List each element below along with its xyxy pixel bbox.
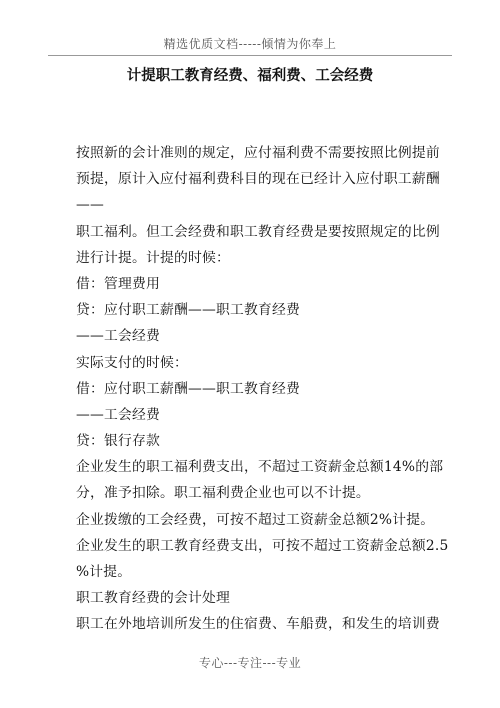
body-line: 企业拨缴的工会经费，可按不超过工资薪金总额2%计提。	[76, 511, 435, 528]
header-divider	[48, 55, 452, 56]
body-line: 职工教育经费的会计处理	[76, 590, 230, 607]
body-line: %计提。	[76, 564, 132, 580]
page-header: 精选优质文档-----倾情为你奉上	[163, 37, 337, 51]
body-line: 企业发生的职工福利费支出，不超过工资薪金总额14%的部	[76, 459, 444, 476]
body-line: ——工会经费	[76, 406, 160, 423]
body-line: 实际支付的时候：	[76, 354, 188, 371]
body-line: 借：应付职工薪酬——职工教育经费	[76, 380, 300, 397]
body-line: 按照新的会计准则的规定，应付福利费不需要按照比例提前	[76, 145, 440, 161]
body-line: 借：管理费用	[76, 275, 160, 292]
document-title: 计提职工教育经费、福利费、工会经费	[126, 67, 374, 84]
body-line: 贷：银行存款	[76, 433, 160, 450]
body-line: 职工在外地培训所发生的住宿费、车船费，和发生的培训费	[76, 616, 440, 633]
page-footer: 专心---专注---专业	[198, 656, 302, 670]
body-line: 进行计提。计提的时候：	[76, 249, 230, 266]
document-body	[76, 140, 449, 638]
body-line: 分，准予扣除。职工福利费企业也可以不计提。	[76, 485, 370, 502]
body-line: 贷：应付职工薪酬——职工教育经费	[76, 302, 300, 319]
body-line: ——	[76, 197, 104, 214]
body-line: 企业发生的职工教育经费支出，可按不超过工资薪金总额2.5	[76, 537, 449, 554]
body-line: 职工福利。但工会经费和职工教育经费是要按照规定的比例	[76, 223, 440, 240]
body-line: 预提，原计入应付福利费科目的现在已经计入应付职工薪酬	[76, 171, 440, 188]
body-line: ——工会经费	[76, 328, 160, 345]
